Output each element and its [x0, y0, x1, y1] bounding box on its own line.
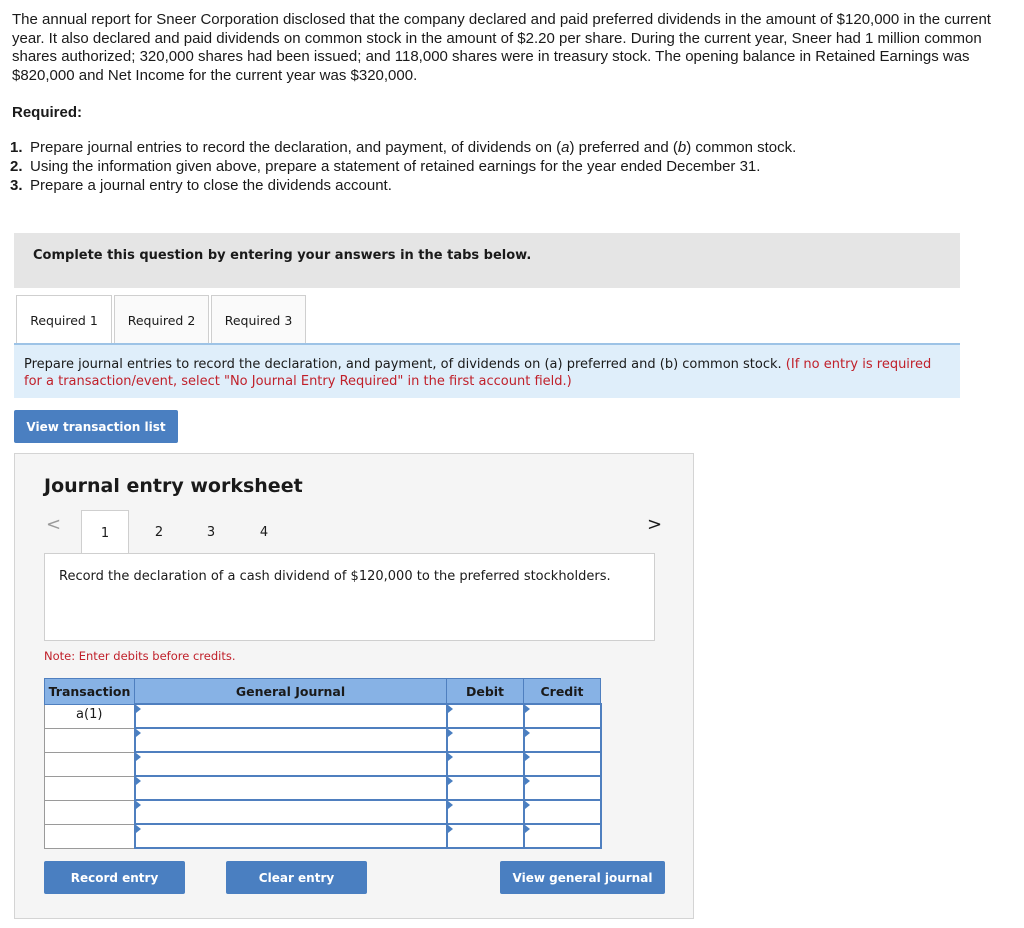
instruction-text: Prepare journal entries to record the declaration, and payment, of dividends on (a) preferred and (b) common stock.	[24, 357, 782, 372]
table-row	[45, 800, 601, 824]
account-field[interactable]	[135, 728, 447, 752]
requirement-number: 1.	[10, 139, 23, 156]
table-row	[45, 776, 601, 800]
credit-field[interactable]	[524, 704, 601, 728]
transaction-cell	[45, 824, 135, 848]
step-tab-2[interactable]: 2	[154, 524, 164, 540]
account-field[interactable]	[135, 800, 447, 824]
requirement-number: 2.	[10, 158, 23, 175]
debit-field[interactable]	[447, 704, 524, 728]
step-tab-3[interactable]: 3	[206, 524, 216, 540]
required-tabs	[16, 295, 308, 344]
tab-required-1[interactable]: Required 1	[16, 295, 112, 344]
requirement-item: 2. Using the information given above, prepare a statement of retained earnings for the year ended December 31.	[10, 158, 761, 175]
journal-table	[44, 678, 602, 849]
instructions-banner	[14, 233, 960, 288]
account-field[interactable]	[135, 752, 447, 776]
credit-field[interactable]	[524, 824, 601, 848]
view-transaction-list-button[interactable]: View transaction list	[14, 410, 178, 443]
account-field[interactable]	[135, 776, 447, 800]
transaction-cell	[45, 728, 135, 752]
requirement-item: 1. Prepare journal entries to record the declaration, and payment, of dividends on (a) preferred and (b) common stock.	[10, 139, 797, 156]
chevron-right-icon[interactable]: >	[647, 514, 663, 535]
worksheet-title: Journal entry worksheet	[44, 475, 303, 497]
account-field[interactable]	[135, 824, 447, 848]
chevron-left-icon[interactable]: <	[46, 514, 62, 535]
debit-field[interactable]	[447, 800, 524, 824]
debits-note: Note: Enter debits before credits.	[44, 649, 236, 663]
entry-description: Record the declaration of a cash dividend of $120,000 to the preferred stockholders.	[44, 553, 655, 641]
instruction-note: (If no entry is required for a transaction/event, select "No Journal Entry Required" in the first account field.)	[24, 357, 932, 389]
header-transaction: Transaction	[45, 679, 135, 705]
requirements-list	[10, 138, 796, 195]
view-general-journal-button[interactable]: View general journal	[500, 861, 665, 894]
tab-required-3[interactable]: Required 3	[211, 295, 306, 344]
credit-field[interactable]	[524, 800, 601, 824]
step-tab-1[interactable]: 1	[81, 510, 129, 555]
credit-field[interactable]	[524, 752, 601, 776]
debit-field[interactable]	[447, 776, 524, 800]
transaction-cell	[45, 800, 135, 824]
transaction-cell	[45, 776, 135, 800]
journal-entry-worksheet	[14, 453, 694, 919]
header-debit: Debit	[447, 679, 524, 705]
step-tab-4[interactable]: 4	[259, 524, 269, 540]
transaction-cell: a(1)	[45, 704, 135, 728]
clear-entry-button[interactable]: Clear entry	[226, 861, 367, 894]
table-row	[45, 752, 601, 776]
requirement-number: 3.	[10, 177, 23, 194]
table-row	[45, 824, 601, 848]
header-credit: Credit	[524, 679, 601, 705]
account-field[interactable]	[135, 704, 447, 728]
credit-field[interactable]	[524, 728, 601, 752]
tab-required-2[interactable]: Required 2	[114, 295, 209, 344]
journal-header-row	[45, 679, 601, 705]
header-general-journal: General Journal	[135, 679, 447, 705]
debit-field[interactable]	[447, 824, 524, 848]
tab-instruction	[14, 343, 960, 398]
debit-field[interactable]	[447, 752, 524, 776]
banner-text: Complete this question by entering your answers in the tabs below.	[33, 248, 532, 263]
requirement-item: 3. Prepare a journal entry to close the dividends account.	[10, 177, 392, 194]
table-row	[45, 704, 601, 728]
problem-intro: The annual report for Sneer Corporation disclosed that the company declared and paid preferred dividends in the amount of $120,000 in the current year. It also declared and paid dividends on common stock in the amount of $2.20 per share. During the current year, Sneer had 1 million common shares authorized; 320,000 shares had been issued; and 118,000 shares were in treasury stock. The opening balance in Retained Earnings was $820,000 and Net Income for the current year was $320,000.	[12, 11, 991, 84]
debit-field[interactable]	[447, 728, 524, 752]
credit-field[interactable]	[524, 776, 601, 800]
required-heading: Required:	[12, 104, 83, 121]
record-entry-button[interactable]: Record entry	[44, 861, 185, 894]
transaction-cell	[45, 752, 135, 776]
table-row	[45, 728, 601, 752]
